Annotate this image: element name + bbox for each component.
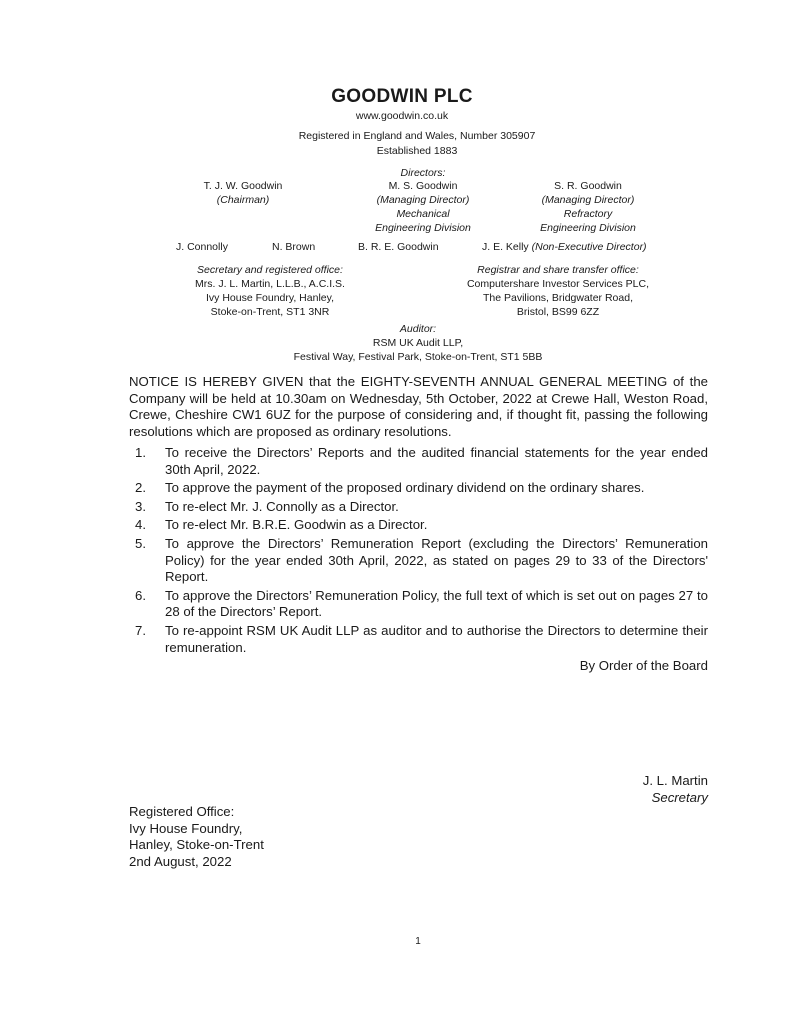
page-number: 1 (415, 936, 421, 947)
resolution-number: 1. (135, 445, 146, 460)
resolution-number: 5. (135, 535, 146, 551)
resolution-item (129, 517, 708, 534)
director-connolly: J. Connolly (176, 241, 228, 253)
secretary-line: Stoke-on-Trent, ST1 3NR (210, 306, 330, 318)
secretary-line: Mrs. J. L. Martin, L.L.B., A.C.I.S. (195, 278, 345, 290)
director-chairman (153, 179, 333, 207)
resolution-text: To approve the Directors’ Remuneration Policy, the full text of which is set out on pages 27 to 28 of the Directors’ Report. (165, 587, 708, 620)
secretary-heading: Secretary and registered office: (197, 264, 343, 276)
director-division-2: Engineering Division (375, 222, 471, 234)
director-refractory (498, 179, 678, 235)
director-kelly (482, 240, 647, 254)
director-division: Refractory (563, 208, 613, 220)
resolution-number: 6. (135, 587, 146, 603)
resolution-item (129, 536, 708, 586)
registration-line: Registered in England and Wales, Number 305907 (298, 130, 536, 142)
established-line: Established 1883 (376, 145, 458, 157)
resolution-item (129, 623, 708, 656)
notice-date: 2nd August, 2022 (129, 853, 232, 869)
resolution-number: 7. (135, 622, 146, 638)
resolution-text: To re-elect Mr. B.R.E. Goodwin as a Director. (165, 517, 428, 533)
registrar-heading: Registrar and share transfer office: (477, 264, 639, 276)
secretary-office (170, 263, 370, 319)
director-division: Mechanical (396, 208, 450, 220)
by-order-line: By Order of the Board (579, 658, 708, 674)
resolution-item (129, 445, 708, 478)
registered-office-line: Ivy House Foundry, (129, 820, 243, 836)
auditor-line: Festival Way, Festival Park, Stoke-on-Trent, ST1 5BB (293, 351, 543, 363)
registrar-line: Computershare Investor Services PLC, (466, 278, 650, 290)
director-name: S. R. Goodwin (554, 180, 622, 192)
resolution-item (129, 588, 708, 621)
resolution-text: To re-elect Mr. J. Connolly as a Director. (165, 498, 399, 514)
registered-office-block (129, 804, 429, 870)
resolution-text: To approve the Directors’ Remuneration Report (excluding the Directors’ Remuneration Policy) for the year ended 30th April, 2022, as stated on pages 29 to 33 of the Directors' Report. (165, 535, 708, 585)
resolution-text: To re-appoint RSM UK Audit LLP as auditor and to authorise the Directors to determine their remuneration. (165, 622, 708, 655)
resolution-item (129, 499, 708, 516)
resolutions-list (129, 445, 708, 675)
auditor-line: RSM UK Audit LLP, (372, 337, 464, 349)
resolution-number: 2. (135, 480, 146, 496)
signatory-name: J. L. Martin (642, 773, 708, 788)
registrar-office (443, 263, 673, 319)
secretary-line: Ivy House Foundry, Hanley, (206, 292, 334, 304)
registered-office-heading: Registered Office: (129, 804, 235, 819)
auditor-heading: Auditor: (399, 323, 437, 335)
registrar-line: Bristol, BS99 6ZZ (516, 306, 600, 318)
director-brown: N. Brown (272, 241, 316, 253)
director-name: T. J. W. Goodwin (203, 180, 283, 192)
company-name: GOODWIN PLC (331, 86, 473, 107)
notice-paragraph: NOTICE IS HEREBY GIVEN that the EIGHTY-SEVENTH ANNUAL GENERAL MEETING of the Company will be held at 10.30am on Wednesday, 5th October, 2022 at Crewe Hall, Weston Road, Crewe, Cheshire CW1 6UZ for the purpose of considering and, if thought fit, passing the following resolutions which are proposed as ordinary resolutions. (129, 374, 708, 439)
signatory-block (500, 773, 708, 806)
director-role: (Managing Director) (376, 194, 470, 206)
director-role: (Chairman) (216, 194, 270, 206)
registrar-line: The Pavilions, Bridgwater Road, (483, 292, 633, 304)
directors-heading: Directors: (400, 167, 446, 179)
auditor-block (0, 322, 804, 364)
director-bre-goodwin: B. R. E. Goodwin (358, 241, 439, 253)
resolution-text: To approve the payment of the proposed ordinary dividend on the ordinary shares. (165, 480, 645, 496)
signatory-title: Secretary (651, 789, 708, 805)
resolution-number: 4. (135, 517, 146, 533)
registered-office-line: Hanley, Stoke-on-Trent (129, 837, 264, 853)
resolution-text: To receive the Directors’ Reports and the audited financial statements for the year ended 30th April, 2022. (165, 445, 708, 477)
director-name: M. S. Goodwin (388, 180, 458, 192)
resolution-item (129, 480, 708, 497)
director-mechanical (333, 179, 513, 235)
company-website: www.goodwin.co.uk (355, 110, 449, 122)
resolution-number: 3. (135, 498, 146, 514)
director-role: (Managing Director) (541, 194, 635, 206)
director-name: J. E. Kelly (482, 241, 529, 253)
director-role: (Non-Executive Director) (531, 241, 647, 253)
director-division-2: Engineering Division (540, 222, 636, 234)
